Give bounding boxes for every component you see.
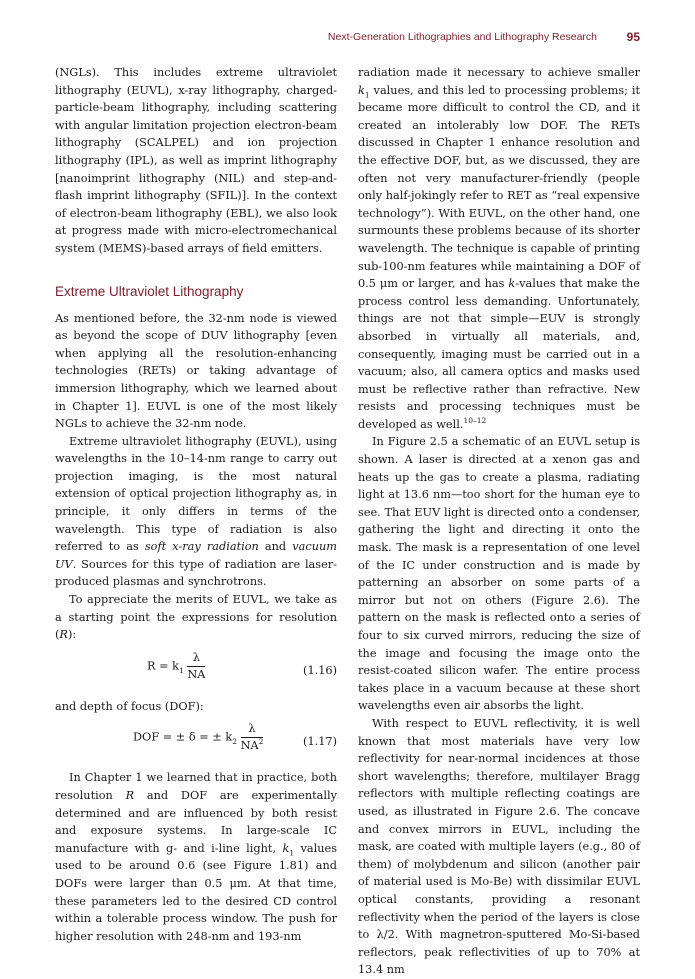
paragraph: Extreme ultraviolet lithography (EUVL), using wavelengths in the 10–14-nm range to carry out projection imaging, is the most natural extension of optical projection lithography as, in principle, it only differs in terms of the wavelength. This type of radiation is also referred to as soft x-ray radiation and vacuum UV. Sources for this type of radiation are laser-produced plasmas and synchrotrons. — [55, 434, 337, 589]
paragraph: In Chapter 1 we learned that in practice, both resolution R and DOF are experimentally determined and are influenced by both resist and exposure systems. In large-scale IC manufacture with g- and i-line light, $k_1$ values used to be around 0.6 (see Figure 1.81) and DOFs were larger than 0.5 μm. At that time, these parameters led to the desired CD control within a tolerable process window. The push for higher resolution with 248-nm and 193-nm — [55, 771, 337, 943]
paragraph: To appreciate the merits of EUVL, we take as a starting point the expressions for resolution (R): — [55, 593, 337, 642]
equation-number: (1.16) — [303, 663, 337, 677]
paragraph: radiation made it necessary to achieve smaller $k_1$ values, and this led to processing problems; it became more difficult to control the CD, and it created an intolerably low DOF. The RETs discussed in Chapter 1 enhance resolution and the effective DOF, but, as we discussed, they are often not very manufacturer-friendly (people only half-jokingly refer to RET as “real expensive technology”). With EUVL, on the other hand, one surmounts these problems because of its shorter wavelength. The technique is capable of printing sub-100-nm features while maintaining a DOF of 0.5 μm or larger, and has k-values that make the process control less demanding. Unfortunately, things are not that simple—EUV is strongly absorbed in virtually all materials, and, consequently, imaging must be carried out in a vacuum; also, all camera optics and masks used must be reflective rather than refractive. New resists and processing techniques must be developed as well.$^{10-12}$ — [358, 66, 640, 431]
fraction: $\frac{\lambda}{NA^2}$ — [240, 722, 264, 753]
left-column — [55, 64, 337, 945]
reference-superscript: 10–12 — [463, 416, 487, 426]
paragraph: With respect to EUVL reflectivity, it is well known that most materials have very low reflectivity for near-normal incidences at those short wavelengths; therefore, multilayer Bragg reflectors with multiple reflecting coatings are used, as illustrated in Figure 2.6. The concave and convex mirrors in EUVL, including the mask, are coated with multiple layers (e.g., 80 of them) of molybdenum and silicon (another pair of material used is Mo-Be) with dissimilar EUVL optical constants, providing a resonant reflectivity when the period of the layers is close to λ/2. With magnetron-sputtered Mo-Si-based reflectors, peak reflectivities of up to 70% at 13.4 nm — [358, 716, 640, 977]
page-header — [0, 31, 695, 47]
paragraph: and depth of focus (DOF): — [55, 699, 204, 713]
paragraph: (NGLs). This includes extreme ultraviolet lithography (EUVL), x-ray lithography, charged-particle-beam lithography, including scattering with angular limitation projection electron-beam lithography (SCALPEL) and ion projection lithography (IPL), as well as imprint lithography [nanoimprint lithography (NIL) and step-and-flash imprint lithography (SFIL)]. In the context of electron-beam lithography (EBL), we also look at progress made with micro-electromechanical system (MEMS)-based arrays of field emitters. — [55, 66, 337, 255]
paragraph: In Figure 2.5 a schematic of an EUVL setup is shown. A laser is directed at a xenon gas and heats up the gas to create a plasma, radiating light at 13.6 nm—too short for the human eye to see. That EUV light is directed onto a condenser, gathering the light and directing it onto the mask. The mask is a representation of one level of the IC under construction and is made by patterning an absorber on some parts of a mirror but not on others (Figure 2.6). The pattern on the mask is reflected onto a series of four to six curved mirrors, reducing the size of the image and focusing the image onto the resist-coated silicon wafer. The entire process takes place in a vacuum because at these short wavelengths even air absorbs the light. — [358, 435, 640, 713]
equation-resolution: $R = k_1$ $\frac{\lambda}{NA}$ (1.16) — [147, 650, 337, 681]
section-heading: Extreme Ultraviolet Lithography — [55, 283, 244, 299]
right-column — [358, 64, 640, 979]
equation-number: (1.17) — [303, 735, 337, 749]
fraction: $\frac{\lambda}{NA}$ — [187, 650, 206, 681]
running-head: Next-Generation Lithographies and Lithography Research — [327, 31, 597, 43]
page-number: 95 — [626, 30, 640, 44]
paragraph: As mentioned before, the 32-nm node is viewed as beyond the scope of DUV lithography [even when applying all the resolution-enhancing technologies (RETs) or taking advantage of immersion lithography, which we learned about in Chapter 1]. EUVL is one of the most likely NGLs to achieve the 32-nm node. — [55, 311, 337, 431]
equation-dof: DOF = ± δ = ± $k_2$ $\frac{\lambda}{NA^2}$ (1.17) — [133, 722, 337, 753]
